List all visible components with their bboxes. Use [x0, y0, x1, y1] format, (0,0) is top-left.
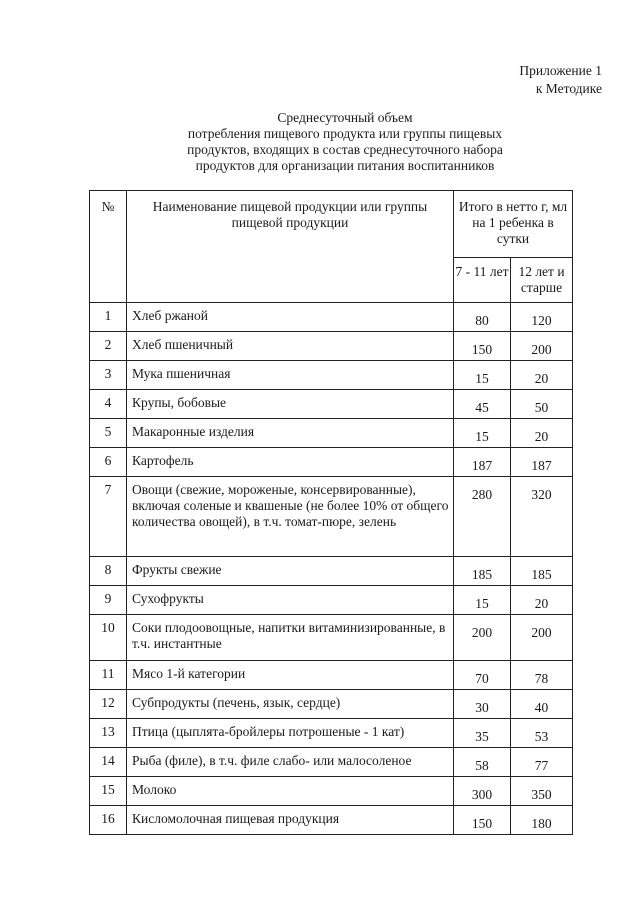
title-line-1: Среднесуточный объем [277, 110, 413, 125]
row-name: Макаронные изделия [127, 419, 454, 448]
table-row [90, 557, 573, 586]
table-row [90, 390, 573, 419]
row-value-7-11: 80 [454, 303, 511, 332]
row-value-12-plus: 20 [511, 419, 573, 448]
row-num: 8 [90, 557, 127, 586]
title-line-3: продуктов, входящих в состав среднесуточного набора [187, 142, 503, 157]
row-value-12-plus: 50 [511, 390, 573, 419]
row-num: 5 [90, 419, 127, 448]
row-value-7-11: 15 [454, 361, 511, 390]
row-value-12-plus: 78 [511, 661, 573, 690]
row-name: Овощи (свежие, мороженые, консервированные), включая соленые и квашеные (не более 10% от общего количества овощей), в т.ч. томат-пюре, зелень [127, 477, 454, 557]
row-value-12-plus: 77 [511, 748, 573, 777]
row-num: 13 [90, 719, 127, 748]
row-name: Мясо 1-й категории [127, 661, 454, 690]
row-name: Рыба (филе), в т.ч. филе слабо- или малосоленое [127, 748, 454, 777]
document-title [130, 110, 560, 174]
row-value-7-11: 58 [454, 748, 511, 777]
table-row [90, 448, 573, 477]
row-value-7-11: 280 [454, 477, 511, 557]
row-num: 15 [90, 777, 127, 806]
title-line-2: потребления пищевого продукта или группы пищевых [187, 126, 503, 141]
row-value-7-11: 150 [454, 332, 511, 361]
row-value-12-plus: 180 [511, 806, 573, 835]
row-value-12-plus: 53 [511, 719, 573, 748]
row-value-12-plus: 200 [511, 615, 573, 661]
row-name: Хлеб пшеничный [127, 332, 454, 361]
norms-table [89, 190, 573, 835]
row-value-7-11: 150 [454, 806, 511, 835]
row-num: 6 [90, 448, 127, 477]
appendix-line-1: Приложение 1 [519, 63, 602, 78]
row-value-7-11: 45 [454, 390, 511, 419]
row-value-12-plus: 200 [511, 332, 573, 361]
row-name: Кисломолочная пищевая продукция [127, 806, 454, 835]
table-row [90, 361, 573, 390]
row-value-7-11: 15 [454, 419, 511, 448]
row-num: 16 [90, 806, 127, 835]
row-name: Соки плодоовощные, напитки витаминизированные, в т.ч. инстантные [127, 615, 454, 661]
row-value-7-11: 300 [454, 777, 511, 806]
header-num: № [90, 191, 127, 303]
appendix-line-2: к Методике [535, 81, 602, 96]
row-name: Мука пшеничная [127, 361, 454, 390]
row-num: 9 [90, 586, 127, 615]
table-row [90, 661, 573, 690]
table-row [90, 748, 573, 777]
row-value-7-11: 185 [454, 557, 511, 586]
row-name: Хлеб ржаной [127, 303, 454, 332]
row-value-7-11: 30 [454, 690, 511, 719]
table-row [90, 332, 573, 361]
table-row [90, 586, 573, 615]
row-value-12-plus: 40 [511, 690, 573, 719]
row-name: Сухофрукты [127, 586, 454, 615]
table-row [90, 615, 573, 661]
row-num: 14 [90, 748, 127, 777]
table-body [90, 303, 573, 835]
row-name: Птица (цыплята-бройлеры потрошеные - 1 кат) [127, 719, 454, 748]
table-row [90, 303, 573, 332]
row-value-12-plus: 320 [511, 477, 573, 557]
row-name: Крупы, бобовые [127, 390, 454, 419]
row-name: Субпродукты (печень, язык, сердце) [127, 690, 454, 719]
row-value-12-plus: 185 [511, 557, 573, 586]
appendix-note [519, 62, 602, 98]
header-total: Итого в нетто г, мл на 1 ребенка в сутки [454, 191, 573, 258]
row-num: 2 [90, 332, 127, 361]
table-row [90, 419, 573, 448]
row-value-12-plus: 187 [511, 448, 573, 477]
row-value-12-plus: 350 [511, 777, 573, 806]
row-name: Молоко [127, 777, 454, 806]
row-value-12-plus: 20 [511, 586, 573, 615]
table-row [90, 477, 573, 557]
row-value-12-plus: 120 [511, 303, 573, 332]
table-row [90, 719, 573, 748]
row-value-7-11: 70 [454, 661, 511, 690]
header-age-12-plus: 12 лет и старше [511, 258, 573, 303]
row-value-7-11: 187 [454, 448, 511, 477]
row-value-12-plus: 20 [511, 361, 573, 390]
row-num: 11 [90, 661, 127, 690]
table-row [90, 777, 573, 806]
row-name: Картофель [127, 448, 454, 477]
table-row [90, 806, 573, 835]
row-value-7-11: 35 [454, 719, 511, 748]
table-row [90, 690, 573, 719]
row-value-7-11: 15 [454, 586, 511, 615]
row-name: Фрукты свежие [127, 557, 454, 586]
header-age-7-11: 7 - 11 лет [454, 258, 511, 303]
row-num: 1 [90, 303, 127, 332]
title-line-4: продуктов для организации питания воспитанников [195, 158, 495, 173]
row-num: 7 [90, 477, 127, 557]
row-num: 12 [90, 690, 127, 719]
row-value-7-11: 200 [454, 615, 511, 661]
row-num: 10 [90, 615, 127, 661]
header-name: Наименование пищевой продукции или группы пищевой продукции [127, 191, 454, 303]
row-num: 4 [90, 390, 127, 419]
row-num: 3 [90, 361, 127, 390]
